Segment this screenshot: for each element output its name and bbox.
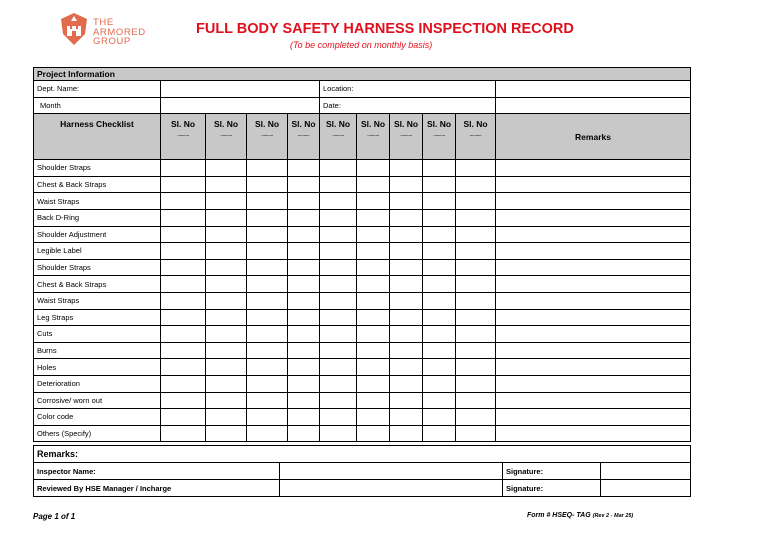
check-cell[interactable] <box>423 359 456 376</box>
check-cell[interactable] <box>456 326 496 343</box>
company-logo <box>58 12 178 56</box>
checklist-item-label: Shoulder Straps <box>34 160 161 177</box>
check-cell[interactable] <box>357 359 390 376</box>
checklist-item-label: Corrosive/ worn out <box>34 392 161 409</box>
check-cell[interactable] <box>456 375 496 392</box>
check-cell[interactable] <box>390 359 423 376</box>
logo-line-1: THE <box>93 17 114 28</box>
check-cell[interactable] <box>288 209 320 226</box>
remarks-cell[interactable] <box>496 176 691 193</box>
check-cell[interactable] <box>288 193 320 210</box>
check-cell[interactable] <box>357 276 390 293</box>
check-cell[interactable] <box>247 326 288 343</box>
check-cell[interactable] <box>357 176 390 193</box>
check-cell[interactable] <box>320 375 357 392</box>
table-row <box>34 359 691 376</box>
table-row <box>34 276 691 293</box>
slno-label: Sl. No <box>426 119 452 130</box>
checklist-item-label: Waist Straps <box>34 193 161 210</box>
check-cell[interactable] <box>161 309 206 326</box>
check-cell[interactable] <box>206 342 247 359</box>
checklist-item-label: Legible Label <box>34 243 161 260</box>
slno-dots: .......... <box>332 132 344 139</box>
remarks-column-header: Remarks <box>496 114 691 160</box>
inspector-signature-label: Signature: <box>503 463 601 480</box>
check-cell[interactable] <box>390 226 423 243</box>
table-row <box>34 259 691 276</box>
check-cell[interactable] <box>247 243 288 260</box>
check-cell[interactable] <box>320 209 357 226</box>
check-cell[interactable] <box>423 425 456 442</box>
remarks-cell[interactable] <box>496 243 691 260</box>
check-cell[interactable] <box>161 160 206 177</box>
check-cell[interactable] <box>320 276 357 293</box>
check-cell[interactable] <box>390 276 423 293</box>
slno-dots: .......... <box>400 132 412 139</box>
check-cell[interactable] <box>357 309 390 326</box>
check-cell[interactable] <box>320 326 357 343</box>
table-row <box>34 326 691 343</box>
check-cell[interactable] <box>247 276 288 293</box>
check-cell[interactable] <box>206 409 247 426</box>
check-cell[interactable] <box>320 409 357 426</box>
remarks-cell[interactable] <box>496 392 691 409</box>
check-cell[interactable] <box>288 226 320 243</box>
check-cell[interactable] <box>206 276 247 293</box>
check-cell[interactable] <box>288 309 320 326</box>
check-cell[interactable] <box>456 176 496 193</box>
check-cell[interactable] <box>390 259 423 276</box>
table-row <box>34 176 691 193</box>
table-row <box>34 292 691 309</box>
slno-label: Sl. No <box>393 119 419 130</box>
inspector-name-field[interactable] <box>280 463 503 480</box>
check-cell[interactable] <box>423 176 456 193</box>
checklist-item-label: Waist Straps <box>34 292 161 309</box>
check-cell[interactable] <box>456 226 496 243</box>
check-cell[interactable] <box>320 259 357 276</box>
check-cell[interactable] <box>390 243 423 260</box>
check-cell[interactable] <box>456 309 496 326</box>
table-row <box>34 226 691 243</box>
check-cell[interactable] <box>247 193 288 210</box>
inspector-name-label: Inspector Name: <box>34 463 280 480</box>
check-cell[interactable] <box>247 259 288 276</box>
check-cell[interactable] <box>456 409 496 426</box>
table-row <box>34 309 691 326</box>
harness-checklist-header: Harness Checklist <box>34 114 161 160</box>
table-row <box>34 425 691 442</box>
location-field[interactable] <box>320 81 496 98</box>
check-cell[interactable] <box>423 342 456 359</box>
remarks-cell[interactable] <box>496 193 691 210</box>
check-cell[interactable] <box>357 342 390 359</box>
page-title: FULL BODY SAFETY HARNESS INSPECTION RECORD <box>196 21 574 37</box>
slno-header-2 <box>206 114 247 160</box>
slno-dots: .......... <box>469 132 482 139</box>
check-cell[interactable] <box>247 176 288 193</box>
slno-label: Sl. No <box>463 119 488 130</box>
check-cell[interactable] <box>206 326 247 343</box>
remarks-cell[interactable] <box>496 226 691 243</box>
remarks-cell[interactable] <box>496 309 691 326</box>
page-number: Page 1 of 1 <box>33 512 76 521</box>
date-extra-field[interactable] <box>496 97 691 114</box>
check-cell[interactable] <box>357 409 390 426</box>
logo-text <box>93 18 146 47</box>
check-cell[interactable] <box>320 392 357 409</box>
check-cell[interactable] <box>288 259 320 276</box>
check-cell[interactable] <box>161 392 206 409</box>
check-cell[interactable] <box>206 359 247 376</box>
slno-dots: .......... <box>297 132 310 139</box>
checklist-item-label: Burns <box>34 342 161 359</box>
table-row <box>34 342 691 359</box>
check-cell[interactable] <box>247 309 288 326</box>
check-cell[interactable] <box>161 292 206 309</box>
check-cell[interactable] <box>288 375 320 392</box>
check-cell[interactable] <box>288 276 320 293</box>
check-cell[interactable] <box>288 243 320 260</box>
check-cell[interactable] <box>423 226 456 243</box>
location-label: Location: <box>323 84 354 94</box>
check-cell[interactable] <box>206 425 247 442</box>
check-cell[interactable] <box>456 160 496 177</box>
slno-label: Sl. No <box>325 119 351 130</box>
check-cell[interactable] <box>161 276 206 293</box>
table-row <box>34 392 691 409</box>
check-cell[interactable] <box>288 176 320 193</box>
check-cell[interactable] <box>161 176 206 193</box>
checklist-item-label: Deterioration <box>34 375 161 392</box>
check-cell[interactable] <box>456 193 496 210</box>
check-cell[interactable] <box>456 425 496 442</box>
check-cell[interactable] <box>247 160 288 177</box>
check-cell[interactable] <box>357 226 390 243</box>
check-cell[interactable] <box>206 226 247 243</box>
check-cell[interactable] <box>206 375 247 392</box>
checklist-item-label: Color code <box>34 409 161 426</box>
check-cell[interactable] <box>320 359 357 376</box>
remarks-table <box>33 445 691 497</box>
check-cell[interactable] <box>423 259 456 276</box>
slno-label: Sl. No <box>291 119 316 130</box>
check-cell[interactable] <box>456 243 496 260</box>
check-cell[interactable] <box>206 243 247 260</box>
check-cell[interactable] <box>423 392 456 409</box>
check-cell[interactable] <box>357 243 390 260</box>
inspection-table <box>33 67 691 442</box>
logo-line-2: ARMORED <box>93 26 146 38</box>
check-cell[interactable] <box>423 409 456 426</box>
checklist-item-label: Shoulder Straps <box>34 259 161 276</box>
check-cell[interactable] <box>390 375 423 392</box>
checklist-item-label: Holes <box>34 359 161 376</box>
slno-dots: .......... <box>367 132 379 139</box>
dept-name-field[interactable] <box>161 81 320 98</box>
remarks-cell[interactable] <box>496 375 691 392</box>
check-cell[interactable] <box>320 193 357 210</box>
location-extra-field[interactable] <box>496 81 691 98</box>
checklist-item-label: Chest & Back Straps <box>34 176 161 193</box>
check-cell[interactable] <box>357 160 390 177</box>
check-cell[interactable] <box>320 309 357 326</box>
date-label: Date: <box>323 100 341 110</box>
table-row <box>34 160 691 177</box>
slno-label: Sl. No <box>213 119 239 130</box>
check-cell[interactable] <box>357 425 390 442</box>
check-cell[interactable] <box>423 160 456 177</box>
logo-line-3: GROUP <box>93 36 131 47</box>
check-cell[interactable] <box>161 409 206 426</box>
reviewer-signature-field[interactable] <box>601 480 691 497</box>
check-cell[interactable] <box>357 392 390 409</box>
checklist-item-label: Leg Straps <box>34 309 161 326</box>
check-cell[interactable] <box>423 243 456 260</box>
table-row <box>34 409 691 426</box>
slno-header-5 <box>320 114 357 160</box>
check-cell[interactable] <box>390 176 423 193</box>
slno-header-3 <box>247 114 288 160</box>
check-cell[interactable] <box>390 326 423 343</box>
remarks-cell[interactable] <box>496 259 691 276</box>
remarks-cell[interactable] <box>496 342 691 359</box>
check-cell[interactable] <box>320 342 357 359</box>
form-revision: (Rev 2 - Mar 25) <box>592 513 634 519</box>
check-cell[interactable] <box>423 193 456 210</box>
check-cell[interactable] <box>320 292 357 309</box>
check-cell[interactable] <box>161 359 206 376</box>
check-cell[interactable] <box>161 209 206 226</box>
check-cell[interactable] <box>288 342 320 359</box>
check-cell[interactable] <box>390 209 423 226</box>
check-cell[interactable] <box>288 425 320 442</box>
check-cell[interactable] <box>247 209 288 226</box>
check-cell[interactable] <box>247 292 288 309</box>
check-cell[interactable] <box>390 425 423 442</box>
table-row <box>34 375 691 392</box>
slno-header-4 <box>288 114 320 160</box>
check-cell[interactable] <box>390 409 423 426</box>
check-cell[interactable] <box>206 160 247 177</box>
remarks-cell[interactable] <box>496 409 691 426</box>
check-cell[interactable] <box>161 259 206 276</box>
page-subtitle: (To be completed on monthly basis) <box>290 40 433 50</box>
slno-header-9 <box>456 114 496 160</box>
table-row <box>34 193 691 210</box>
check-cell[interactable] <box>161 193 206 210</box>
remarks-section-title: Remarks: <box>34 446 691 463</box>
check-cell[interactable] <box>456 392 496 409</box>
slno-header-1 <box>161 114 206 160</box>
reviewed-by-field[interactable] <box>280 480 503 497</box>
check-cell[interactable] <box>357 375 390 392</box>
check-cell[interactable] <box>357 326 390 343</box>
check-cell[interactable] <box>161 375 206 392</box>
check-cell[interactable] <box>390 309 423 326</box>
check-cell[interactable] <box>390 160 423 177</box>
check-cell[interactable] <box>357 259 390 276</box>
month-field[interactable] <box>161 97 320 114</box>
check-cell[interactable] <box>206 193 247 210</box>
check-cell[interactable] <box>247 375 288 392</box>
check-cell[interactable] <box>320 226 357 243</box>
check-cell[interactable] <box>247 425 288 442</box>
check-cell[interactable] <box>206 209 247 226</box>
slno-label: Sl. No <box>254 119 280 130</box>
project-info-header: Project Information <box>34 68 691 81</box>
check-cell[interactable] <box>161 342 206 359</box>
date-field[interactable] <box>320 97 496 114</box>
remarks-cell[interactable] <box>496 292 691 309</box>
check-cell[interactable] <box>161 425 206 442</box>
check-cell[interactable] <box>423 309 456 326</box>
check-cell[interactable] <box>288 409 320 426</box>
check-cell[interactable] <box>390 392 423 409</box>
slno-label: Sl. No <box>170 119 196 130</box>
check-cell[interactable] <box>247 342 288 359</box>
slno-dots: .......... <box>220 132 232 139</box>
checklist-item-label: Cuts <box>34 326 161 343</box>
check-cell[interactable] <box>423 292 456 309</box>
check-cell[interactable] <box>206 259 247 276</box>
check-cell[interactable] <box>247 392 288 409</box>
slno-header-8 <box>423 114 456 160</box>
slno-dots: .......... <box>261 132 273 139</box>
inspector-signature-field[interactable] <box>601 463 691 480</box>
check-cell[interactable] <box>161 326 206 343</box>
check-cell[interactable] <box>390 193 423 210</box>
check-cell[interactable] <box>206 292 247 309</box>
slno-header-7 <box>390 114 423 160</box>
check-cell[interactable] <box>357 209 390 226</box>
check-cell[interactable] <box>456 276 496 293</box>
table-row <box>34 243 691 260</box>
slno-dots: .......... <box>433 132 445 139</box>
check-cell[interactable] <box>456 259 496 276</box>
check-cell[interactable] <box>206 176 247 193</box>
remarks-cell[interactable] <box>496 326 691 343</box>
slno-header-6 <box>357 114 390 160</box>
check-cell[interactable] <box>456 359 496 376</box>
check-cell[interactable] <box>320 243 357 260</box>
check-cell[interactable] <box>247 226 288 243</box>
check-cell[interactable] <box>456 342 496 359</box>
check-cell[interactable] <box>288 326 320 343</box>
check-cell[interactable] <box>247 409 288 426</box>
check-cell[interactable] <box>320 425 357 442</box>
reviewer-signature-label: Signature: <box>503 480 601 497</box>
check-cell[interactable] <box>247 359 288 376</box>
reviewed-by-label: Reviewed By HSE Manager / Incharge <box>34 480 280 497</box>
check-cell[interactable] <box>357 292 390 309</box>
check-cell[interactable] <box>456 209 496 226</box>
check-cell[interactable] <box>320 176 357 193</box>
checklist-item-label: Shoulder Adjustment <box>34 226 161 243</box>
check-cell[interactable] <box>423 375 456 392</box>
checklist-item-label: Chest & Back Straps <box>34 276 161 293</box>
remarks-cell[interactable] <box>496 359 691 376</box>
armored-shield-icon <box>58 12 90 46</box>
checklist-item-label: Others (Specify) <box>34 425 161 442</box>
check-cell[interactable] <box>288 160 320 177</box>
check-cell[interactable] <box>288 292 320 309</box>
check-cell[interactable] <box>423 326 456 343</box>
remarks-cell[interactable] <box>496 160 691 177</box>
remarks-cell[interactable] <box>496 425 691 442</box>
month-label: Month <box>34 97 161 114</box>
check-cell[interactable] <box>423 276 456 293</box>
check-cell[interactable] <box>288 359 320 376</box>
dept-name-label: Dept. Name: <box>34 81 161 98</box>
form-number <box>527 512 633 519</box>
remarks-cell[interactable] <box>496 276 691 293</box>
form-code: Form # HSEQ- TAG <box>527 512 591 519</box>
check-cell[interactable] <box>206 309 247 326</box>
check-cell[interactable] <box>161 226 206 243</box>
check-cell[interactable] <box>206 392 247 409</box>
check-cell[interactable] <box>288 392 320 409</box>
check-cell[interactable] <box>161 243 206 260</box>
table-row <box>34 209 691 226</box>
checklist-item-label: Back D-Ring <box>34 209 161 226</box>
remarks-cell[interactable] <box>496 209 691 226</box>
check-cell[interactable] <box>357 193 390 210</box>
check-cell[interactable] <box>390 292 423 309</box>
check-cell[interactable] <box>390 342 423 359</box>
slno-dots: .......... <box>177 132 189 139</box>
check-cell[interactable] <box>456 292 496 309</box>
check-cell[interactable] <box>320 160 357 177</box>
check-cell[interactable] <box>423 209 456 226</box>
slno-label: Sl. No <box>360 119 386 130</box>
